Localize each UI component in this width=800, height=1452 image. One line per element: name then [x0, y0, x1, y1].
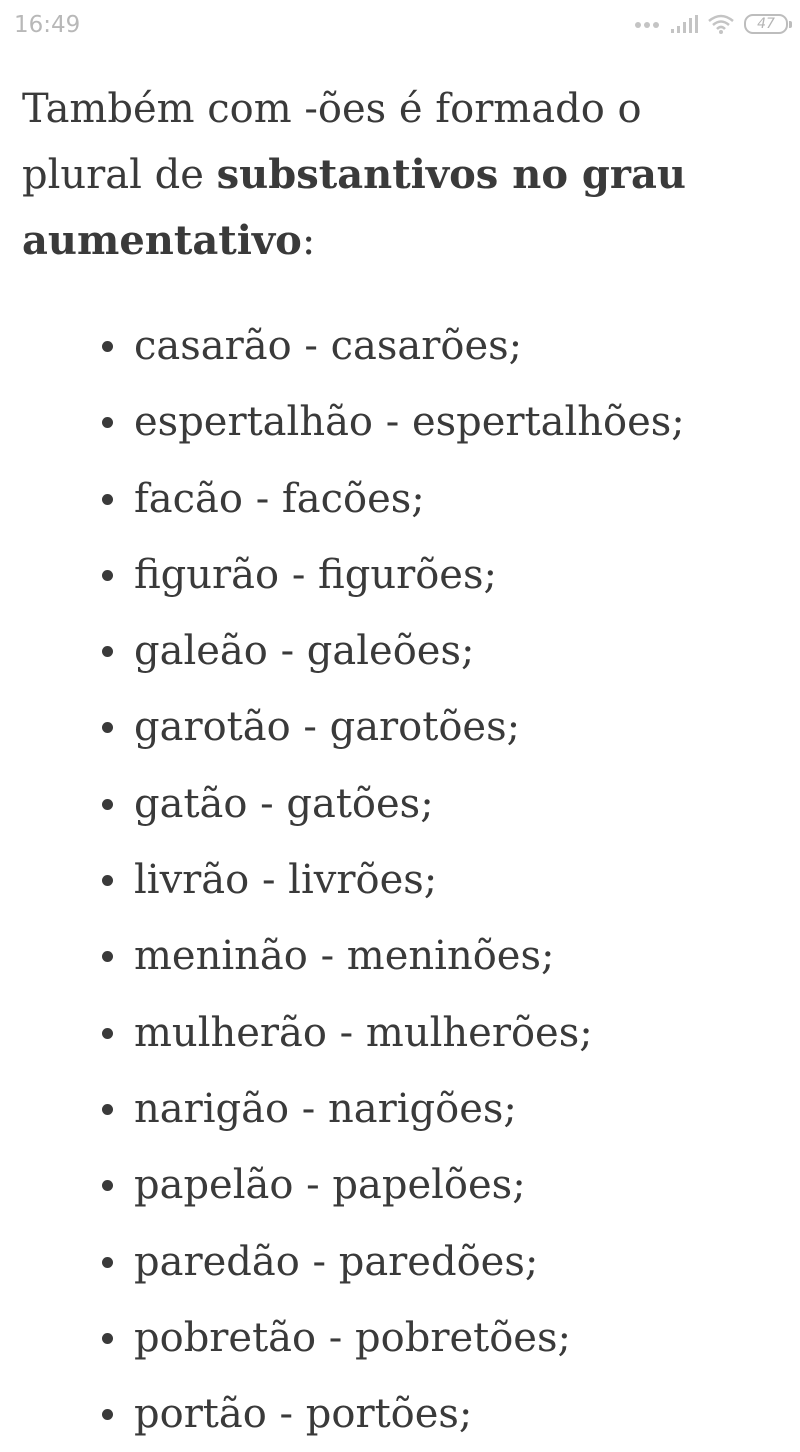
list-item	[22, 766, 762, 842]
bullet-icon	[102, 722, 113, 733]
list-item-text: portão - portões;	[134, 1391, 473, 1438]
list-item-text: livrão - livrões;	[134, 857, 438, 904]
list-item-text: gatão - gatões;	[134, 780, 434, 827]
wifi-icon	[708, 14, 734, 34]
list-item-text: facão - facões;	[134, 475, 425, 522]
bullet-icon	[102, 570, 113, 581]
article-content	[22, 76, 762, 1452]
list-item	[22, 461, 762, 537]
intro-paragraph	[22, 76, 762, 274]
bullet-icon	[102, 417, 113, 428]
list-item	[22, 1147, 762, 1223]
battery-icon	[744, 14, 788, 34]
status-bar	[0, 0, 800, 56]
intro-bold-text: substantivos no grau aumentativo	[22, 151, 686, 264]
list-item	[22, 995, 762, 1071]
list-item	[22, 1071, 762, 1147]
bullet-icon	[102, 1028, 113, 1039]
intro-colon: :	[301, 218, 316, 264]
bullet-icon	[102, 494, 113, 505]
list-item-text: casarão - casarões;	[134, 323, 523, 369]
list-item-text: paredão - paredões;	[134, 1238, 539, 1285]
list-item	[22, 1224, 762, 1300]
list-item	[22, 384, 762, 460]
bullet-icon	[102, 875, 113, 886]
bullet-icon	[102, 1409, 113, 1420]
plural-list	[22, 308, 762, 1452]
list-item-text: mulherão - mulherões;	[134, 1009, 593, 1056]
list-item	[22, 308, 762, 384]
intro-text: Também com -ões é formado o plural de	[22, 86, 642, 198]
list-item	[22, 918, 762, 994]
signal-icon	[670, 14, 698, 34]
bullet-icon	[102, 951, 113, 962]
list-item-text: meninão - meninões;	[134, 933, 555, 980]
list-item-text: figurão - figurões;	[134, 551, 497, 598]
list-item-text: garotão - garotões;	[134, 704, 521, 751]
list-item	[22, 1300, 762, 1376]
list-item	[22, 689, 762, 765]
dots-icon	[634, 19, 660, 29]
list-item-text: espertalhão - espertalhões;	[134, 399, 685, 446]
bullet-icon	[102, 1333, 113, 1344]
bullet-icon	[102, 1104, 113, 1115]
list-item	[22, 842, 762, 918]
list-item	[22, 537, 762, 613]
bullet-icon	[102, 1180, 113, 1191]
bullet-icon	[102, 341, 113, 352]
list-item-text: pobretão - pobretões;	[134, 1314, 571, 1361]
battery-level: 47	[757, 16, 775, 32]
bullet-icon	[102, 1257, 113, 1268]
bullet-icon	[102, 799, 113, 810]
list-item-text: narigão - narigões;	[134, 1085, 517, 1132]
bullet-icon	[102, 646, 113, 657]
list-item-text: galeão - galeões;	[134, 628, 475, 675]
status-time: 16:49	[14, 12, 81, 38]
list-item	[22, 613, 762, 689]
status-icons	[634, 14, 788, 34]
list-item-text: papelão - papelões;	[134, 1162, 526, 1209]
list-item	[22, 1376, 762, 1452]
